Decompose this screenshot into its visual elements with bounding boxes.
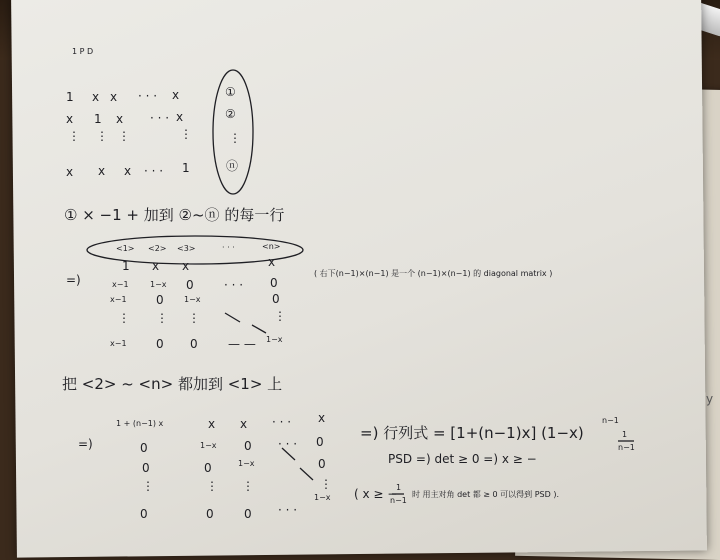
psd-condition: PSD =) det ≥ 0 =) x ≥ − (388, 452, 537, 466)
step1-text: ① × −1 + 加到 ②~ⓝ 的每一行 (64, 206, 285, 224)
m1-cell: x (176, 110, 184, 124)
m2-cell: ⋮ (188, 311, 200, 325)
m2-cell: 0 (272, 292, 280, 306)
m3-cell: 0 (316, 435, 324, 449)
conclusion-tail: 时 用主对角 det 都 ≥ 0 可以得到 PSD ). (412, 490, 559, 499)
m1-cell: ⋮ (68, 129, 80, 143)
m3-cell: 0 (244, 507, 252, 521)
psd-frac-num: 1 (622, 430, 628, 439)
m1-cell: · · · (150, 111, 170, 125)
conclusion-frac-den: n−1 (390, 496, 407, 505)
m2-cell: ⋮ (274, 309, 286, 323)
m3-cell: ⋮ (142, 479, 154, 493)
m3-cell: 0 (206, 507, 214, 521)
m2-cell: · · · (224, 278, 244, 292)
row-label: ⓝ (226, 159, 239, 173)
m1-cell: x (116, 112, 124, 126)
m3-cell: 0 (140, 507, 148, 521)
step2-text: 把 <2> ~ <n> 都加到 <1> 上 (62, 375, 283, 393)
m3-cell: x (318, 411, 326, 425)
m3-cell: ⋮ (320, 477, 332, 491)
col-label: <3> (177, 244, 196, 253)
m1-cell: ⋮ (180, 127, 192, 141)
m3-cell: ⋮ (242, 479, 254, 493)
row-label: ⋮ (229, 131, 241, 145)
col-label: · · · (222, 243, 235, 252)
m2-cell: 0 (270, 276, 278, 290)
diag-dash-4 (300, 468, 313, 480)
col-label: <n> (262, 242, 281, 251)
m3-cell: 1−x (200, 441, 217, 450)
arrow-2: =) (66, 273, 81, 287)
conclusion-start: ( x ≥ − (354, 487, 398, 501)
m2-cell: x (152, 259, 160, 273)
m1-cell: x (172, 88, 180, 102)
col-label: <1> (116, 244, 135, 253)
margin-mark: y (706, 392, 714, 406)
m2-cell: x (268, 255, 276, 269)
m1-cell: ⋮ (118, 129, 130, 143)
m3-cell: ⋮ (206, 479, 218, 493)
m1-cell: x (98, 164, 106, 178)
m2-cell: 0 (156, 293, 164, 307)
m2-cell: 0 (186, 278, 194, 292)
m1-cell: x (110, 90, 118, 104)
row-label: ② (225, 107, 236, 121)
m2-cell: — — (228, 337, 256, 351)
m2-cell: x−1 (110, 339, 127, 348)
m3-cell: 0 (244, 439, 252, 453)
m3-cell: 0 (140, 441, 148, 455)
m2-cell: 0 (156, 337, 164, 351)
m3-cell: · · · (278, 503, 298, 517)
diag-dash-2 (252, 325, 266, 333)
determinant-exponent: n−1 (602, 416, 619, 425)
m3-cell: 1−x (314, 493, 331, 502)
m1-cell: 1 (66, 90, 74, 104)
conclusion-frac-num: 1 (396, 483, 402, 492)
m1-cell: 1 (182, 161, 190, 175)
m2-cell: x−1 (110, 295, 127, 304)
m3-cell: 0 (204, 461, 212, 475)
m2-cell: 1−x (150, 280, 167, 289)
row-label: ① (225, 85, 236, 99)
diag-dash-1 (225, 313, 240, 322)
m1-cell: · · · (138, 89, 158, 103)
col-label: <2> (148, 244, 167, 253)
m3-cell: 0 (318, 457, 326, 471)
m1-cell: ⋮ (96, 129, 108, 143)
diagonal-note: ( 右下(n−1)×(n−1) 是一个 (n−1)×(n−1) 的 diagonal matrix ) (314, 269, 553, 278)
m3-cell: 0 (142, 461, 150, 475)
m2-cell: ⋮ (156, 311, 168, 325)
m3-cell: 1 + (n−1) x (116, 419, 164, 428)
m2-cell: x−1 (112, 280, 129, 289)
m2-cell: 1−x (184, 295, 201, 304)
m2-cell: x (182, 259, 190, 273)
m3-cell: x (208, 417, 216, 431)
m1-cell: 1 (94, 112, 102, 126)
m1-cell: x (66, 112, 74, 126)
m3-cell: x (240, 417, 248, 431)
m1-cell: · · · (144, 164, 164, 178)
m3-cell: 1−x (238, 459, 255, 468)
m2-cell: 0 (190, 337, 198, 351)
m1-cell: x (124, 164, 132, 178)
m3-cell: · · · (272, 415, 292, 429)
m2-cell: 1−x (266, 335, 283, 344)
m1-cell: x (66, 165, 74, 179)
page-title: 1 P D (72, 47, 94, 56)
psd-frac-den: n−1 (618, 443, 635, 452)
arrow-3: =) (78, 437, 93, 451)
determinant-result: =) 行列式 = [1+(n−1)x] (1−x) (360, 424, 584, 442)
m3-cell: · · · (278, 437, 298, 451)
m2-cell: ⋮ (118, 311, 130, 325)
m1-cell: x (92, 90, 100, 104)
m2-cell: 1 (122, 259, 130, 273)
